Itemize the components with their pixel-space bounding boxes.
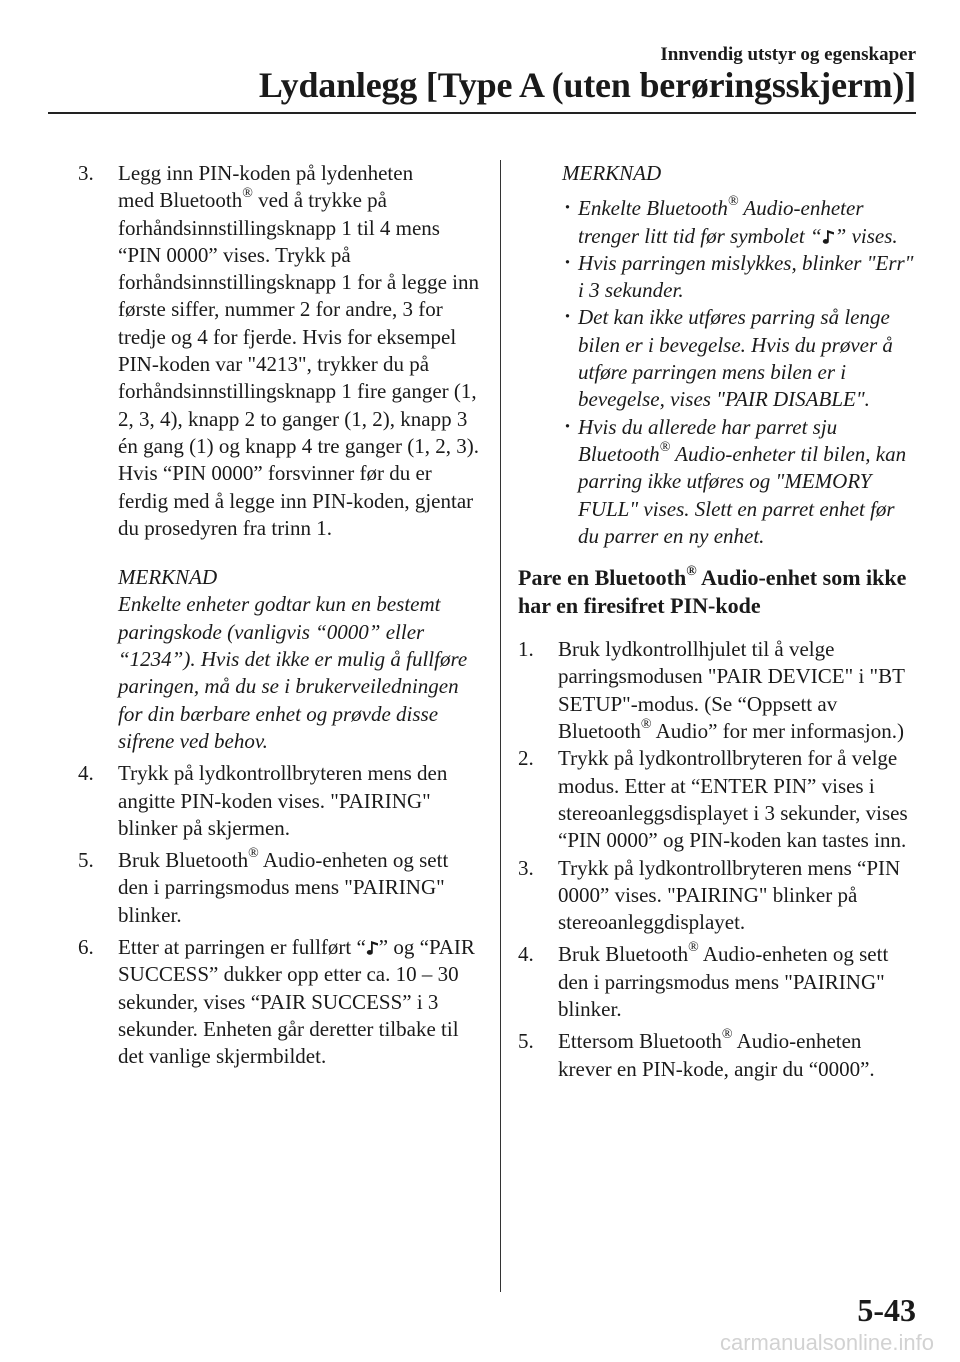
step-4 (78, 760, 483, 842)
watermark: carmanualsonline.info (719, 1330, 934, 1355)
step-number: 4. (78, 761, 94, 786)
step-2 (518, 745, 918, 854)
note-block (78, 564, 483, 755)
note-item: · Hvis du allerede har parret sju Bluetooth® Audio-enheter til bilen, kan parring ikke utføres og "MEMORY FULL" vises. Slett en parret enhet før du parrer en ny enhet. (562, 414, 918, 550)
step-text: Bruk lydkontrollhjulet til å velge parringsmodusen "PAIR DEVICE" i "BT SETUP"-modus. (Se “Oppsett av Bluetooth® Audio” for mer informasjon.) (558, 637, 905, 744)
step-number: 3. (518, 855, 534, 880)
registered-mark: ® (721, 1027, 733, 1043)
step-number: 3. (78, 161, 94, 185)
step-6 (78, 934, 483, 1070)
registered-mark: ® (659, 439, 671, 455)
step-number: 4. (518, 942, 534, 967)
step-text: Trykk på lydkontrollbryteren mens den angitte PIN-koden vises. "PAIRING" blinker på skjermen. (118, 761, 448, 840)
step-text: Trykk på lydkontrollbryteren for å velge modus. Etter at “ENTER PIN” vises i stereoanleggsdisplayet i 3 sekunder, vises “PIN 0000” og PIN-koden kan tastes inn. (558, 746, 908, 853)
step-number: 1. (518, 637, 534, 662)
page-title: Lydanlegg [Type A (uten berøringsskjerm)] (258, 65, 916, 105)
step-text: Bruk Bluetooth® Audio-enheten og sett den i parringsmodus mens "PAIRING" blinker. (118, 846, 449, 927)
note-item: · Det kan ikke utføres parring så lenge bilen er i bevegelse. Hvis du prøver å utføre parringen mens bilen er i bevegelse, vises "PAIR DISABLE". (562, 304, 918, 413)
note-heading: MERKNAD (118, 565, 218, 590)
step-3 (518, 855, 918, 937)
step-text: Legg inn PIN-koden på lydenheten med Bluetooth® ved å trykke på forhåndsinnstillingsknapp 1 til 4 mens “PIN 0000” vises. Trykk på forhåndsinnstillingsknapp 1 for å legge inn første siffer, nummer 2 for andre, 3 for tredje og 4 for fjerde. Hvis for eksempel PIN-koden var "4213", trykker du på forhåndsinnstillingsknapp 1 fire ganger (1, 2, 3, 4), knapp 2 to ganger (1, 2), knapp 3 én gang (1) og knapp 4 tre ganger (1, 2, 3). Hvis “PIN 0000” forsvinner før du er ferdig med å legge inn PIN-koden, gjentar du prosedyren fra trinn 1. (118, 161, 480, 540)
registered-mark: ® (688, 940, 699, 956)
step-text: Trykk på lydkontrollbryteren mens “PIN 0000” vises. "PAIRING" blinker på stereoanleggdisplayet. (558, 855, 901, 935)
step-text: Ettersom Bluetooth® Audio-enheten krever en PIN-kode, angir du “0000”. (558, 1027, 875, 1081)
step-number: 2. (518, 746, 534, 771)
left-column (78, 160, 483, 1071)
step-5 (78, 847, 483, 929)
step-1 (518, 636, 918, 745)
note-item: · Enkelte Bluetooth® Audio-enheter trenger litt tid før symbolet “ ” vises. (562, 195, 918, 250)
note-text: Enkelte enheter godtar kun en bestemt paringskode (vanligvis “0000” eller “1234”). Hvis det ikke er mulig å fullføre paringen, må du se i brukerveiledningen for din bærbare enhet og prøvde disse sifrene ved behov. (118, 592, 468, 753)
music-note-icon (366, 940, 379, 956)
music-note-icon (822, 229, 835, 245)
step-4 (518, 941, 918, 1023)
page-number: 5-43 (857, 1292, 916, 1328)
step-5 (518, 1028, 918, 1083)
registered-mark: ® (727, 194, 739, 210)
registered-mark: ® (248, 846, 259, 862)
registered-mark: ® (686, 563, 697, 579)
registered-mark: ® (640, 717, 652, 733)
note-block (518, 160, 918, 550)
step-text: Etter at parringen er fullført “ ” og “PAIR SUCCESS” dukker opp etter ca. 10 – 30 sekunder, vises “PAIR SUCCESS” i 3 sekunder. Enheten går deretter tilbake til det vanlige skjermbildet. (118, 935, 475, 1069)
step-number: 5. (518, 1029, 534, 1054)
step-number: 5. (78, 848, 94, 873)
step-number: 6. (78, 935, 94, 960)
note-heading: MERKNAD (562, 161, 662, 185)
section-label: Innvendig utstyr og egenskaper (660, 44, 916, 65)
section-heading: Pare en Bluetooth® Audio-enhet som ikke har en firesifret PIN-kode (518, 563, 907, 619)
note-item: · Hvis parringen mislykkes, blinker "Err" i 3 sekunder. (562, 250, 918, 305)
note-list (562, 195, 918, 550)
registered-mark: ® (242, 186, 253, 202)
step-3 (78, 160, 483, 542)
right-column (518, 160, 918, 1083)
header-divider (48, 112, 916, 114)
step-text: Bruk Bluetooth® Audio-enheten og sett den i parringsmodus mens "PAIRING" blinker. (558, 940, 889, 1022)
column-divider (500, 160, 501, 1292)
